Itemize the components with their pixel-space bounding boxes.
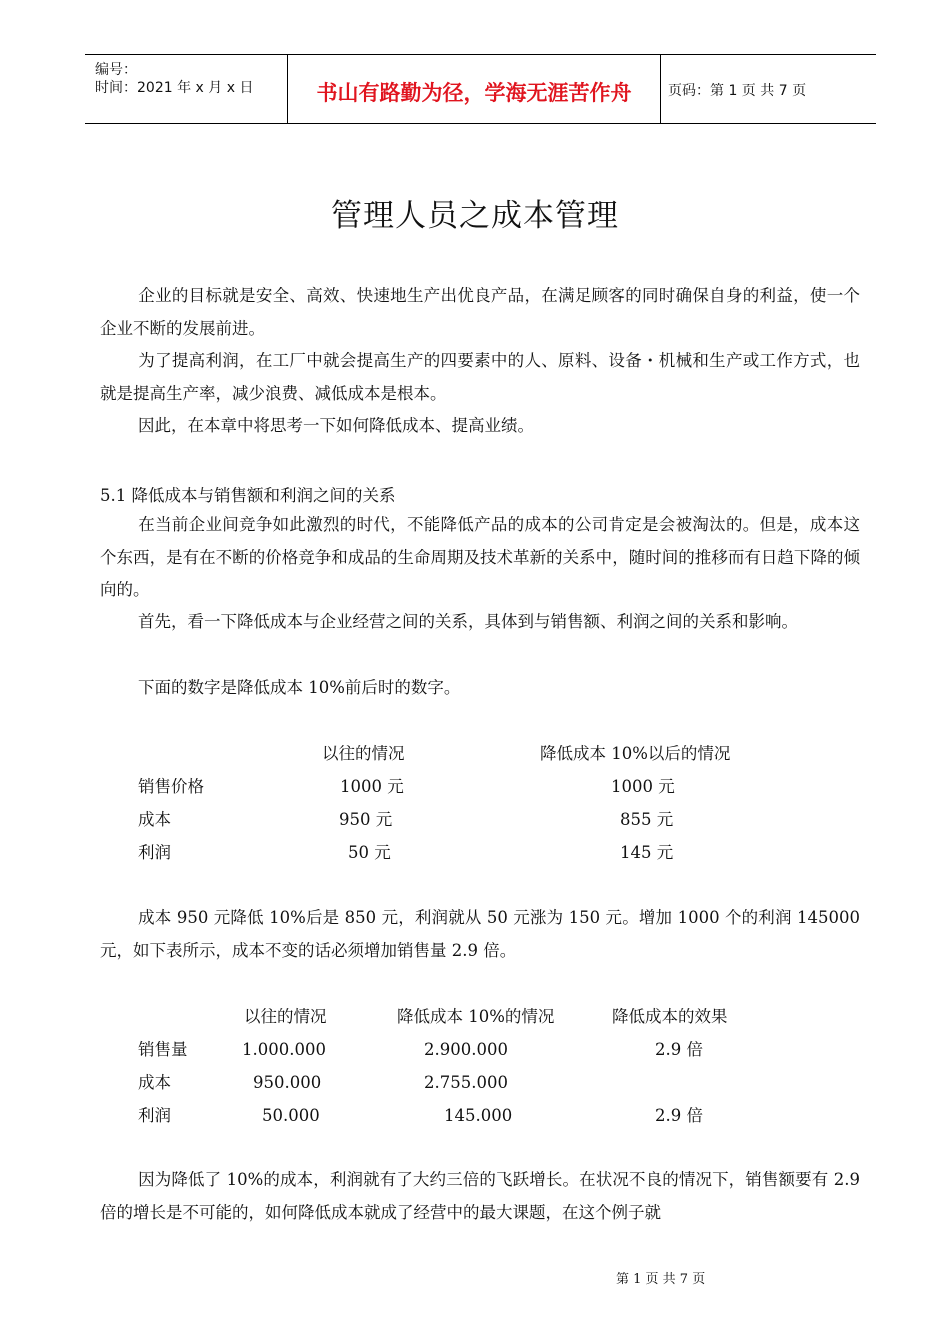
document-date-label: 时间：2021 年 x 月 x 日	[95, 80, 254, 96]
header-page-label: 页码：第 1 页 共 7 页	[668, 83, 807, 99]
table-cell: 1.000.000	[242, 1040, 326, 1059]
row-label: 成本	[138, 1073, 171, 1092]
table-cell: 50.000	[262, 1106, 320, 1125]
page-header	[85, 54, 876, 124]
intro-paragraph-3: 因此，在本章中将思考一下如何降低成本、提高业绩。	[138, 416, 534, 435]
table-header-row	[0, 738, 950, 770]
table-cell: 2.900.000	[424, 1040, 508, 1059]
header-motto: 书山有路勤为径，学海无涯苦作舟	[316, 81, 632, 105]
header-motto-cell	[287, 55, 661, 123]
table-header: 以往的情况	[244, 1007, 327, 1026]
table-row	[0, 1067, 950, 1099]
table-header: 降低成本 10%的情况	[397, 1007, 555, 1026]
document-title: 管理人员之成本管理	[331, 198, 619, 234]
table-cell: 2.9 倍	[655, 1106, 703, 1125]
row-label: 销售量	[138, 1040, 188, 1059]
table-cell: 1000 元	[340, 777, 404, 796]
page-footer: 第 1 页 共 7 页	[616, 1272, 706, 1287]
table-header: 以往的情况	[322, 744, 405, 763]
section-title: 5.1 降低成本与销售额和利润之间的关系	[100, 486, 396, 505]
table-cell: 855 元	[620, 810, 674, 829]
analysis-paragraph: 成本 950 元降低 10%后是 850 元，利润就从 50 元涨为 150 元。增加 1000 个的利润 145000 元，如下表所示，成本不变的话必须增加销售量 2.9 倍。	[100, 908, 860, 960]
table-header-row	[0, 1001, 950, 1033]
table-cell: 50 元	[348, 843, 391, 862]
section-paragraph-2: 首先，看一下降低成本与企业经营之间的关系，具体到与销售额、利润之间的关系和影响。	[138, 612, 798, 631]
table-row	[0, 1100, 950, 1132]
table-row	[0, 1034, 950, 1066]
row-label: 成本	[138, 810, 171, 829]
intro-paragraph-1: 企业的目标就是安全、高效、快速地生产出优良产品，在满足顾客的同时确保自身的利益，使一个企业不断的发展前进。	[100, 286, 860, 338]
table-cell: 2.9 倍	[655, 1040, 703, 1059]
table-cell: 950.000	[253, 1073, 322, 1092]
table-row	[0, 804, 950, 836]
table-row	[0, 837, 950, 869]
table-cell: 2.755.000	[424, 1073, 508, 1092]
table-cell: 145 元	[620, 843, 674, 862]
table-header: 降低成本的效果	[612, 1007, 728, 1026]
header-page-cell	[660, 55, 876, 123]
conclusion-paragraph: 因为降低了 10%的成本，利润就有了大约三倍的飞跃增长。在状况不良的情况下，销售额要有 2.9 倍的增长是不可能的，如何降低成本就成了经营中的最大课题，在这个例子就	[100, 1170, 860, 1222]
table-cell: 950 元	[339, 810, 393, 829]
section-paragraph-1: 在当前企业间竞争如此激烈的时代，不能降低产品的成本的公司肯定是会被淘汰的。但是，成本这个东西，是有在不断的价格竞争和成品的生命周期及技术革新的关系中，随时间的推移而有日趋下降的倾向的。	[100, 515, 860, 599]
row-label: 销售价格	[138, 777, 204, 796]
row-label: 利润	[138, 1106, 171, 1125]
header-meta	[85, 55, 287, 123]
table-cell: 1000 元	[611, 777, 675, 796]
section-paragraph-3: 下面的数字是降低成本 10%前后时的数字。	[138, 678, 461, 697]
intro-paragraph-2: 为了提高利润，在工厂中就会提高生产的四要素中的人、原料、设备・机械和生产或工作方式，也就是提高生产率，减少浪费、减低成本是根本。	[100, 351, 860, 403]
table-header: 降低成本 10%以后的情况	[540, 744, 731, 763]
document-number-label: 编号：	[95, 62, 137, 78]
table-row	[0, 771, 950, 803]
table-cell: 145.000	[444, 1106, 513, 1125]
row-label: 利润	[138, 843, 171, 862]
